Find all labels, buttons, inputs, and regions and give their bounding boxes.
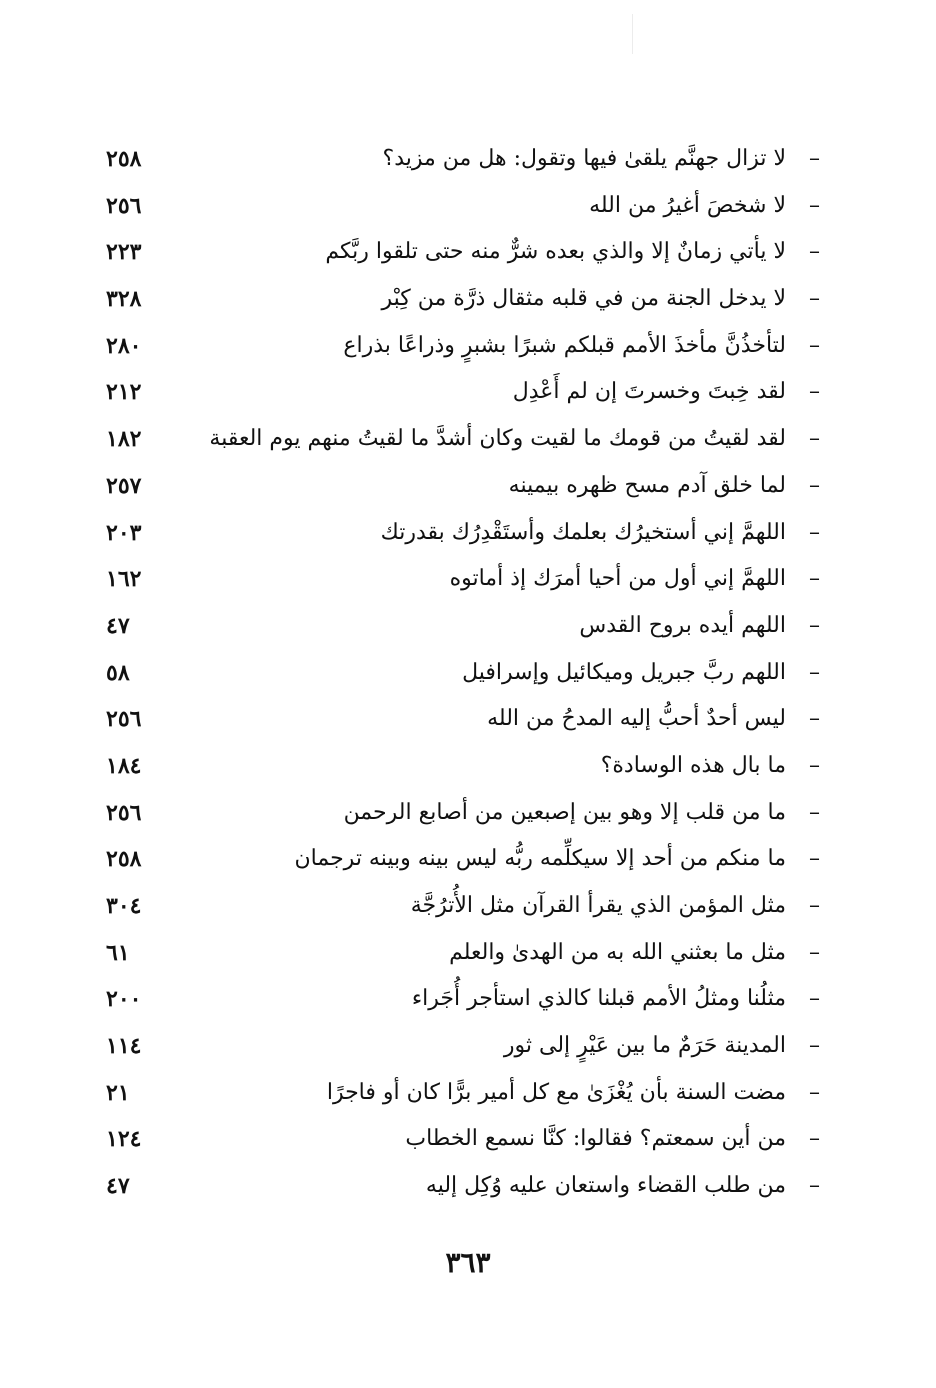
entry-dash: – [809, 519, 820, 545]
index-entry [100, 465, 820, 512]
entry-text: لتأخذُنَّ مأخذَ الأمم قبلكم شبرًا بشبرٍ وذراعًا بذراع [343, 332, 786, 358]
entry-text: ما منكم من أحد إلا سيكلِّمه ربُّه ليس بينه وبينه ترجمان [294, 846, 786, 872]
entry-dash: – [809, 659, 820, 685]
entry-text: مثل ما بعثني الله به من الهدىٰ والعلم [449, 939, 786, 965]
entry-text: ليس أحدٌ أحبُّ إليه المدحُ من الله [487, 706, 786, 732]
entry-dash: – [809, 1079, 820, 1105]
entry-page-ref: ٣٢٨ [106, 286, 142, 313]
entry-page-ref: ٢١٢ [106, 379, 142, 406]
entry-page-ref: ٢٠٣ [106, 519, 142, 546]
index-entry [100, 325, 820, 372]
index-entry [100, 652, 820, 699]
index-entry [100, 418, 820, 465]
entry-text: لا تزال جهنَّم يلقىٰ فيها وتقول: هل من مزيد؟ [382, 146, 786, 171]
index-entry [100, 838, 820, 885]
entry-text: اللهم أيده بروح القدس [579, 612, 786, 638]
entry-page-ref: ٢٢٣ [106, 239, 142, 266]
entry-text: من طلب القضاء واستعان عليه وُكِل إليه [425, 1173, 786, 1199]
entry-page-ref: ٤٧ [106, 612, 130, 639]
entry-text: مثل المؤمن الذي يقرأ القرآن مثل الأُترُجَّة [410, 893, 786, 918]
page-number: ٣٦٣ [445, 1246, 491, 1279]
index-entry [100, 558, 820, 605]
entry-text: مثلُنا ومثلُ الأمم قبلنا كالذي استأجر أُجَراء [411, 986, 786, 1012]
entry-dash: – [809, 239, 820, 265]
entry-dash: – [809, 893, 820, 918]
entry-text: المدينة حَرَمٌ ما بين عَيْرٍ إلى ثور [503, 1033, 786, 1059]
index-entry [100, 512, 820, 559]
hadith-index-list [100, 138, 820, 1212]
entry-text: لقد خِبتَ وخسرتَ إن لم أَعْدِل [512, 379, 786, 405]
entry-page-ref: ٢٥٦ [106, 192, 142, 219]
index-entry [100, 371, 820, 418]
entry-page-ref: ٢٥٦ [106, 799, 142, 826]
entry-page-ref: ٥٨ [106, 659, 130, 686]
entry-page-ref: ٢٠٠ [106, 986, 142, 1013]
entry-page-ref: ١١٤ [106, 1033, 142, 1060]
entry-text: لا يأتي زمانٌ إلا والذي بعده شرٌّ منه حتى تلقوا ربَّكم [325, 239, 786, 265]
entry-text: لقد لقيتُ من قومك ما لقيت وكان أشدَّ ما لقيتُ منهم يوم العقبة [209, 426, 786, 452]
index-entry [100, 745, 820, 792]
entry-page-ref: ١٨٤ [106, 752, 142, 779]
entry-text: لا شخصَ أغيرُ من الله [589, 192, 786, 218]
entry-page-ref: ١٦٢ [106, 566, 142, 593]
entry-text: اللهمَّ إني أول من أحيا أمرَك إذ أماتوه [449, 566, 786, 592]
entry-dash: – [809, 332, 820, 358]
entry-text: لا يدخل الجنة من في قلبه مثقال ذرَّة من كِبْر [381, 286, 786, 312]
index-entry [100, 1072, 820, 1119]
entry-page-ref: ٢٥٨ [106, 146, 142, 172]
index-entry [100, 605, 820, 652]
index-entry [100, 698, 820, 745]
scan-artifact-line [632, 14, 633, 54]
entry-dash: – [809, 986, 820, 1012]
entry-page-ref: ٢٥٨ [106, 846, 142, 873]
entry-page-ref: ٣٠٤ [106, 893, 142, 919]
entry-dash: – [809, 192, 820, 218]
index-entry [100, 138, 820, 185]
entry-page-ref: ٢٨٠ [106, 332, 142, 359]
entry-dash: – [809, 426, 820, 452]
entry-dash: – [809, 472, 820, 498]
entry-dash: – [809, 286, 820, 312]
entry-text: اللهم ربَّ جبريل وميكائيل وإسرافيل [462, 659, 786, 685]
index-entry [100, 1165, 820, 1212]
entry-text: اللهمَّ إني أستخيرُك بعلمك وأستَقْدِرُك بقدرتك [380, 519, 786, 545]
index-entry [100, 278, 820, 325]
entry-dash: – [809, 1126, 820, 1152]
entry-dash: – [809, 566, 820, 592]
entry-page-ref: ٢٥٧ [106, 472, 142, 499]
entry-page-ref: ٤٧ [106, 1173, 130, 1200]
entry-page-ref: ١٢٤ [106, 1126, 142, 1153]
entry-text: ما من قلب إلا وهو بين إصبعين من أصابع الرحمن [343, 799, 786, 825]
entry-text: ما بال هذه الوسادة؟ [600, 752, 786, 778]
entry-page-ref: ١٨٢ [106, 426, 142, 453]
entry-dash: – [809, 846, 820, 872]
entry-dash: – [809, 612, 820, 638]
entry-page-ref: ٢٥٦ [106, 706, 142, 733]
index-entry [100, 231, 820, 278]
index-entry [100, 185, 820, 232]
index-entry [100, 792, 820, 839]
entry-text: مضت السنة بأن يُغْزَىٰ مع كل أمير برًّا كان أو فاجرًا [326, 1079, 786, 1105]
entry-dash: – [809, 939, 820, 965]
entry-page-ref: ٢١ [106, 1079, 130, 1106]
entry-text: لما خلق آدم مسح ظهره بيمينه [508, 472, 786, 498]
entry-dash: – [809, 1033, 820, 1059]
index-entry [100, 932, 820, 979]
index-entry [100, 978, 820, 1025]
entry-dash: – [809, 799, 820, 825]
entry-dash: – [809, 1173, 820, 1199]
entry-text: من أين سمعتم؟ فقالوا: كنَّا نسمع الخطاب [405, 1126, 786, 1152]
index-entry [100, 885, 820, 932]
entry-dash: – [809, 706, 820, 732]
index-entry [100, 1118, 820, 1165]
index-entry [100, 1025, 820, 1072]
entry-dash: – [809, 146, 820, 171]
entry-page-ref: ٦١ [106, 939, 130, 966]
entry-dash: – [809, 752, 820, 778]
entry-dash: – [809, 379, 820, 405]
